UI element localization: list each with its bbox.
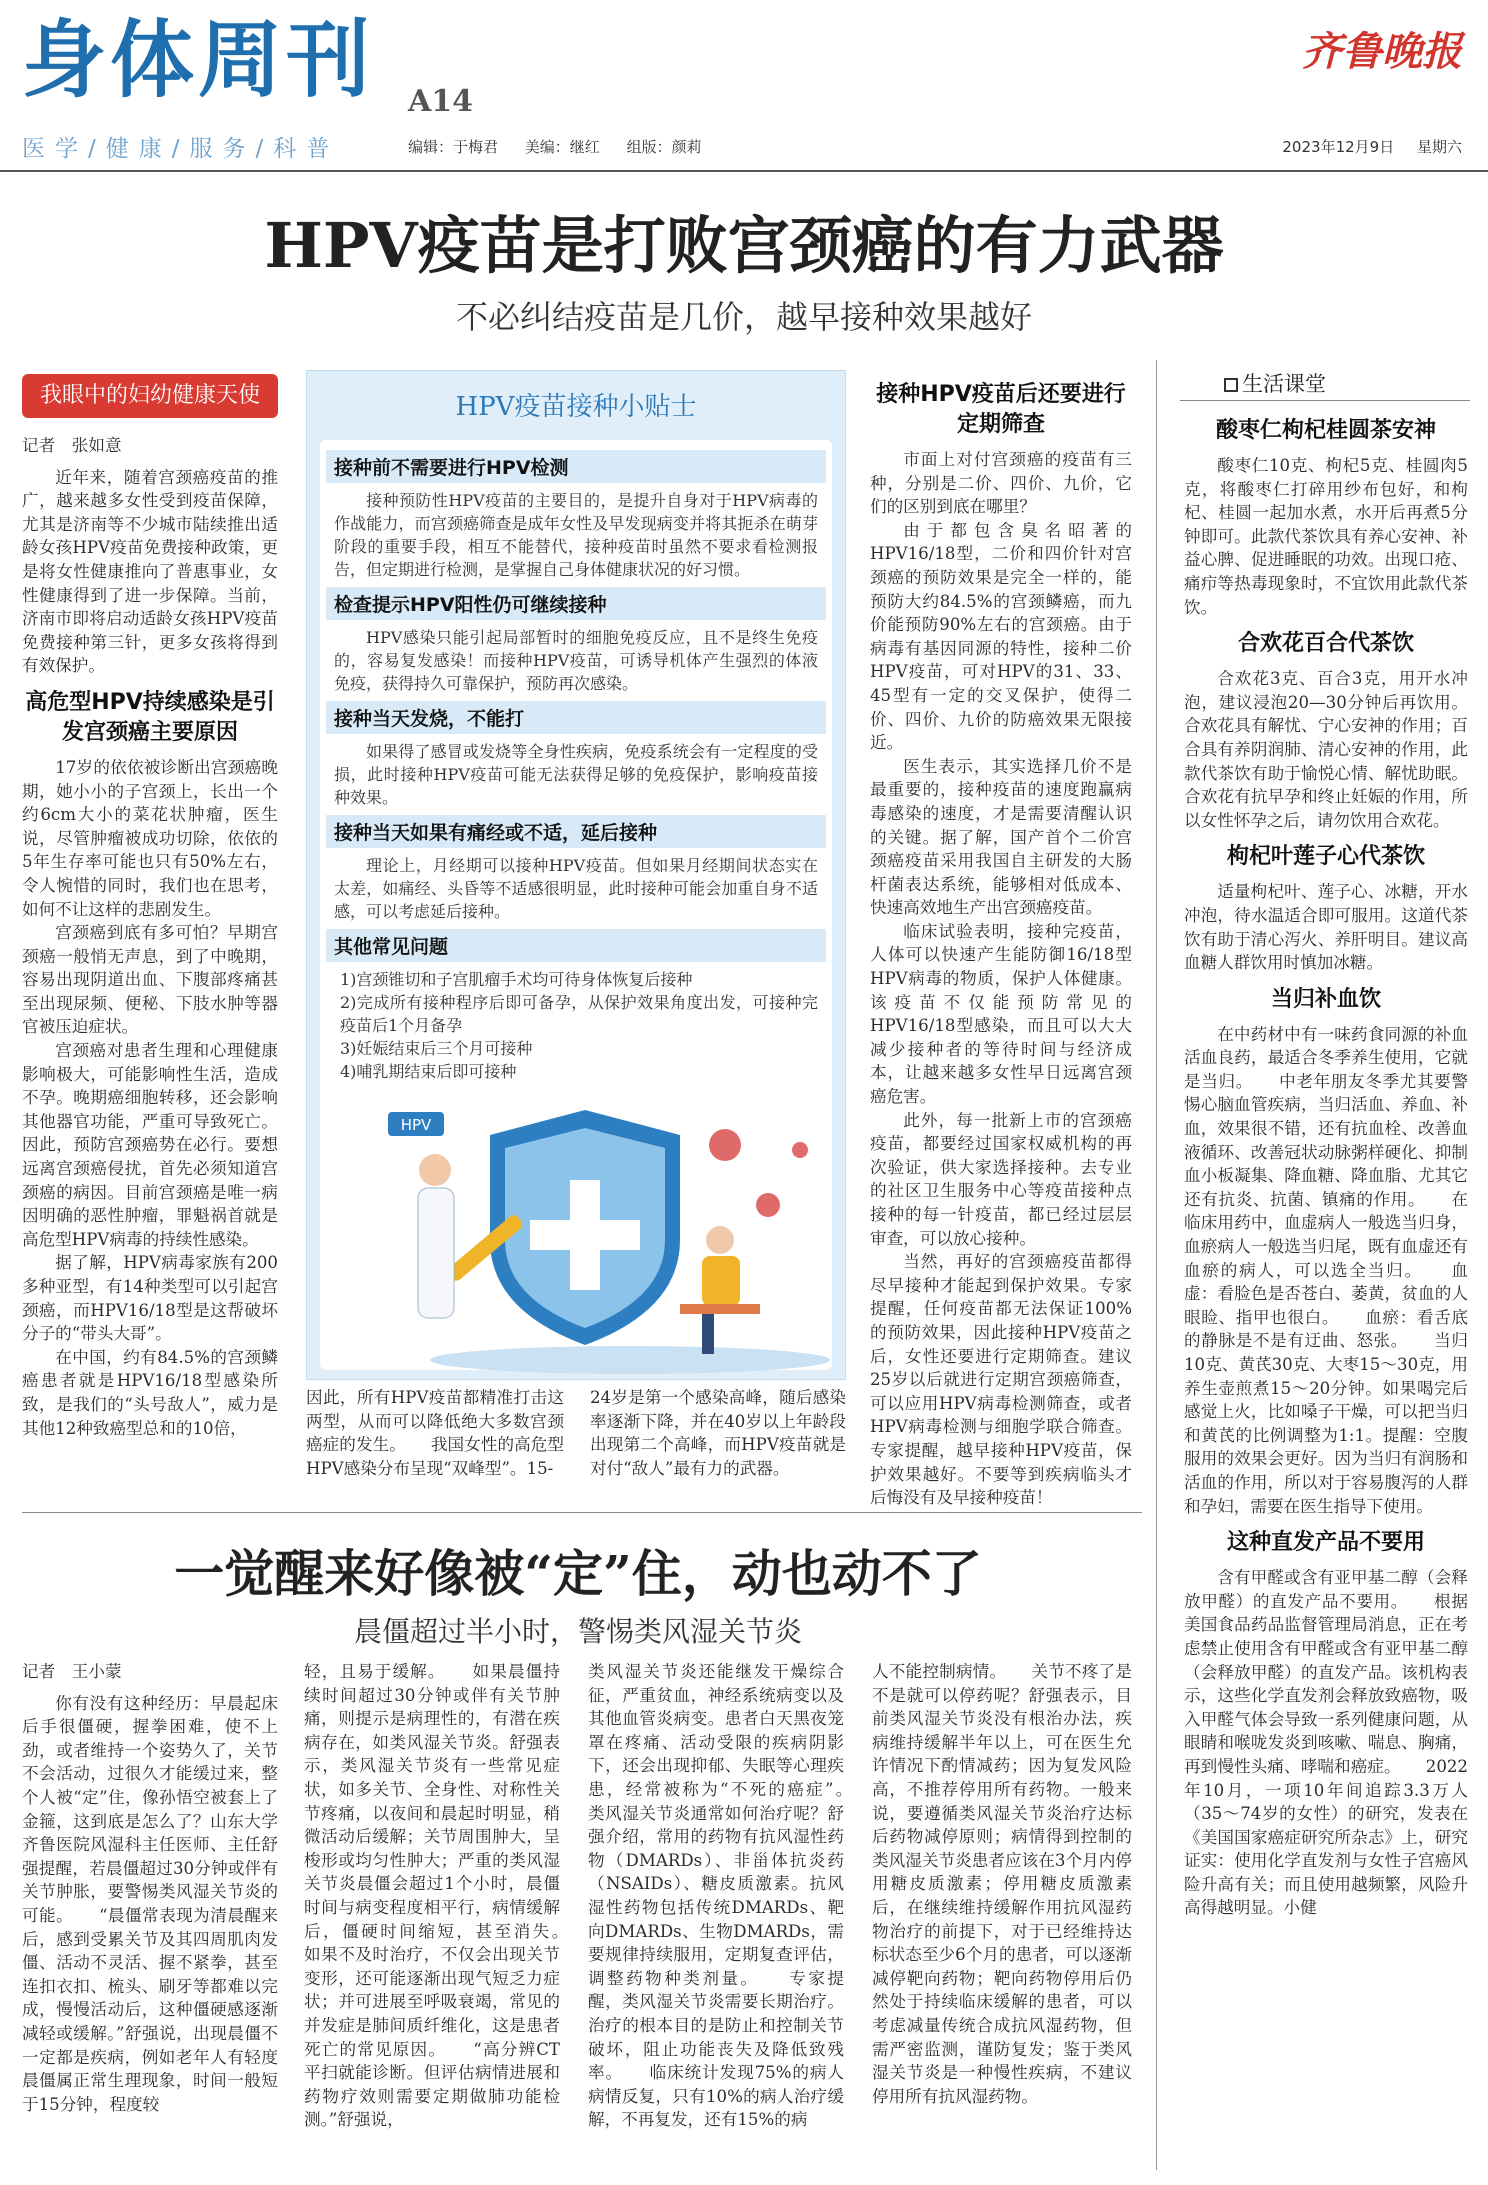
- newspaper-logo: 齐鲁晚报: [1302, 28, 1462, 75]
- editor-credit: 编辑：于梅君: [408, 138, 499, 156]
- intro-paragraph: 近年来，随着宫颈癌疫苗的推广，越来越多女性受到疫苗保障，尤其是济南等不少城市陆续推出适龄女孩HPV疫苗免费接种政策，更是将女性健康推向了普惠事业，女性健康得到了进一步保障。当前，济南市即将启动适龄女孩HPV疫苗免费接种第三针，更多女孩将得到有效保护。: [22, 467, 278, 676]
- patient-legs: [702, 1314, 714, 1354]
- masthead-title: 身体周刊: [22, 11, 375, 109]
- tip-item: [326, 450, 826, 581]
- masthead-subtitle: 医学/健康/服务/科普: [22, 136, 340, 162]
- paragraph: 由于都包含臭名昭著的HPV16/18型，二价和四价针对宫颈癌的预防效果是完全一样的，能预防大约84.5%的宫颈鳞癌，而九价能预防90%左右的宫颈癌。由于病毒有基因同源的特性，接种二价HPV疫苗，可对HPV的31、33、45型有一定的交叉保护，使得二价、四价、九价的防癌效果无限接近。: [870, 520, 1132, 753]
- article1-headline: HPV疫苗是打败宫颈癌的有力武器: [264, 209, 1224, 282]
- paragraph: 类风湿关节炎还能继发干燥综合征，严重贫血，神经系统病变以及其他血管炎病变。患者白天黑夜笼罩在疼痛、活动受限的疾病阴影下，还会出现抑郁、失眠等心理疾患，经常被称为“不死的癌症”。 类风湿关节炎通常如何治疗呢？舒强介绍，常用的药物有抗风湿性药物（DMARDs）、非甾体抗炎药（NSAIDs）、糖皮质激素。抗风湿性药物包括传统DMARDs、靶向DMARDs、生物DMARDs，需要规律持续服用，定期复查评估，调整药物种类剂量。 专家提醒，类风湿关节炎需要长期治疗。治疗的根本目的是防止和控制关节破坏，阻止功能丧失及降低致残率。 临床统计发现75%的病人病情反复，只有10%的病人治疗缓解，不再复发，还有15%的病: [588, 1662, 878, 2130]
- tip-text: 接种预防性HPV疫苗的主要目的，是提升自身对于HPV病毒的作战能力，而宫颈癌筛查是成年女性及早发现病变并将其扼杀在萌芽阶段的重要手段，相互不能替代，接种疫苗时虽然不要求看检测报告，但定期进行检测，是掌握自己身体健康状况的好习惯。: [334, 491, 818, 579]
- virus-icon: [792, 1142, 808, 1158]
- paragraph: 24岁是第一个感染高峰，随后感染率逐渐下降，并在40岁以上年龄段出现第二个高峰，而HPV疫苗就是对付“敌人”最有力的武器。: [590, 1388, 846, 1478]
- article2-column-3: [588, 1660, 878, 2170]
- tip-text: 理论上，月经期可以接种HPV疫苗。但如果月经期间状态实在太差，如痛经、头昏等不适感很明显，此时接种可能会加重自身不适感，可以考虑延后接种。: [334, 856, 818, 921]
- editor-credit: 美编：继红: [524, 138, 600, 156]
- patient-head: [706, 1226, 734, 1254]
- tip-item: [326, 929, 826, 1083]
- sidebar-heading: 酸枣仁枸杞桂圆茶安神: [1215, 418, 1436, 443]
- article2-column-4: [872, 1660, 1132, 2170]
- tip-item: [326, 815, 826, 923]
- tip-item: [326, 587, 826, 695]
- doctor-figure: [418, 1188, 454, 1318]
- article1-column-3: [870, 380, 1132, 1508]
- tip-heading: 接种当天如果有痛经或不适，延后接种: [326, 815, 826, 848]
- sidebar-box-icon: [1224, 378, 1238, 392]
- sidebar-heading: 这种直发产品不要用: [1226, 1530, 1425, 1556]
- paragraph: 据了解，HPV病毒家族有200多种亚型，有14种类型可以引起宫颈癌，而HPV16/18型是这帮破坏分子的“带头大哥”。: [22, 1253, 278, 1344]
- tip-heading: 接种前不需要进行HPV检测: [326, 450, 826, 483]
- article1-column-1: [22, 434, 278, 1494]
- article2-headline: 一觉醒来好像被“定”住，动也动不了: [174, 1544, 982, 1603]
- virus-icon: [709, 1129, 741, 1161]
- tips-title: HPV疫苗接种小贴士: [455, 392, 697, 422]
- paragraph: 你有没有这种经历：早晨起床后手很僵硬，握拳困难，使不上劲，或者维持一个姿势久了，关节不会活动，过很久才能缓过来，整个人被“定”住，像孙悟空被套上了金箍，这到底是怎么了？山东大学齐鲁医院风湿科主任医师、主任舒强提醒，若晨僵超过30分钟或伴有关节肿胀，要警惕类风湿关节炎的可能。 “晨僵常表现为清晨醒来后，感到受累关节及其四周肌肉发僵、活动不灵活、握不紧拳，甚至连扣衣扣、梳头、刷牙等都难以完成，慢慢活动后，这种僵硬感逐渐减轻或缓解。”舒强说，出现晨僵不一定都是疾病，例如老年人有轻度晨僵属正常生理现象，时间一般短于15分钟，程度较: [22, 1693, 278, 2114]
- faq-item: 3)妊娠结束后三个月可接种: [340, 1039, 533, 1058]
- sidebar-paragraph: 在中药材中有一味药食同源的补血活血良药，最适合冬季养生使用，它就是当归。 中老年朋友冬季尤其要警惕心脑血管疾病，当归活血、养血、补血，效果很不错，还有抗血栓、改善血液循环、改善冠状动脉粥样硬化、抑制血小板凝集、降血糖、降血脂、尤其它还有抗炎、抗菌、镇痛的作用。 在临床用药中，血虚病人一般选当归身，血瘀病人一般选当归尾，既有血虚还有血瘀的病人，可以选全当归。 血虚：看脸色是否苍白、萎黄，贫血的人眼睑、指甲也很白。 血瘀：看舌底的静脉是不是有迂曲、怒张。 当归10克、黄芪30克、大枣15～30克，用养生壶煎煮15～20分钟。如果喝完后感觉上火，比如嗓子干燥，可以把当归和黄芪的比例调整为1:1。提醒：空腹服用的效果会更好。因为当归有润肠和活血的作用，所以对于容易腹泻的人群和孕妇，需要在医生指导下使用。: [1184, 1024, 1468, 1516]
- article1-subheadline: 不必纠结疫苗是几价，越早接种效果越好: [455, 298, 1032, 336]
- doctor-head: [419, 1154, 451, 1186]
- paragraph: 轻，且易于缓解。 如果晨僵持续时间超过30分钟或伴有关节肿痛，则提示是病理性的，有潜在疾病存在，如类风湿关节炎。舒强表示，类风湿关节炎有一些常见症状，如多关节、全身性、对称性关节疼痛，以夜间和晨起时明显，稍微活动后缓解；关节周围肿大，呈梭形或均匀性肿大；严重的类风湿关节炎晨僵会超过1个小时，晨僵时间与病变程度相平行，病情缓解后，僵硬时间缩短，甚至消失。 如果不及时治疗，不仅会出现关节变形，还可能逐渐出现气短乏力症状；并可进展至呼吸衰竭，常见的并发症是肺间质纤维化，这是患者死亡的常见原因。 “高分辨CT平扫就能诊断。但评估病情进展和药物疗效则需要定期做肺功能检测。”舒强说，: [304, 1662, 594, 2130]
- tip-heading: 接种当天发烧，不能打: [326, 701, 826, 734]
- page-number: A14: [408, 84, 474, 119]
- column-tag: 我眼中的妇幼健康天使: [22, 374, 278, 418]
- article-separator: [22, 1512, 1142, 1513]
- paragraph: 在中国，约有84.5%的宫颈鳞癌患者就是HPV16/18型感染所致，是我们的“头号敌人”，威力是其他12种致癌型总和的10倍，: [22, 1347, 278, 1438]
- paragraph: 当然，再好的宫颈癌疫苗都得尽早接种才能起到保护效果。专家提醒，任何疫苗都无法保证100%的预防效果，因此接种HPV疫苗之后，女性还要进行定期筛查。建议25岁以后就进行定期宫颈癌筛查，可以应用HPV病毒检测筛查，或者HPV病毒检测与细胞学联合筛查。专家提醒，越早接种HPV疫苗，保护效果越好。不要等到疾病临头才后悔没有及早接种疫苗！: [870, 1252, 1132, 1508]
- tip-heading: 其他常见问题: [326, 929, 826, 962]
- byline: 记者 张如意: [22, 436, 122, 455]
- sidebar-title: [1224, 368, 1326, 398]
- date-text: 2023年12月9日: [1282, 138, 1395, 156]
- tip-heading: 检查提示HPV阳性仍可继续接种: [326, 587, 826, 620]
- vaccine-illustration: [380, 1090, 850, 1380]
- chair-icon: [680, 1304, 760, 1314]
- sidebar-paragraph: 合欢花3克、百合3克，用开水冲泡，建议浸泡20—30分钟后再饮用。合欢花具有解忧、宁心安神的作用；百合具有养阴润肺、清心安神的作用，此款代茶饮有助于愉悦心情、解忧助眠。合欢花有抗早孕和终止妊娠的作用，所以女性怀孕之后，请勿饮用合欢花。: [1184, 669, 1468, 830]
- sidebar-title-text: 生活课堂: [1242, 372, 1326, 396]
- sidebar-paragraph: 含有甲醛或含有亚甲基二醇（会释放甲醛）的直发产品不要用。 根据美国食品药品监督管理局消息，正在考虑禁止使用含有甲醛或含有亚甲基二醇（会释放甲醛）的直发产品。该机构表示，这些化学直发剂会释放致癌物，吸入甲醛气体会导致一系列健康问题，从眼睛和喉咙发炎到咳嗽、喘息、胸痛，再到慢性头痛、哮喘和癌症。 2022年10月，一项10年间追踪3.3万人（35～74岁的女性）的研究，发表在《美国国家癌症研究所杂志》上，研究证实：使用化学直发剂与女性子宫癌风险升高有关；而且使用越频繁，风险升高得越明显。小健: [1184, 1568, 1468, 1918]
- editors-line: [408, 136, 724, 157]
- paragraph: 此外，每一批新上市的宫颈癌疫苗，都要经过国家权威机构的再次验证，供大家选择接种。去专业的社区卫生服务中心等疫苗接种点接种的每一针疫苗，都已经过层层审查，可以放心接种。: [870, 1110, 1132, 1248]
- cross-icon-horizontal: [530, 1220, 640, 1250]
- hpv-label: HPV: [400, 1116, 432, 1134]
- patient-figure: [702, 1256, 740, 1306]
- faq-item: 2)完成所有接种程序后即可备孕，从保护效果角度出发，可接种完疫苗后1个月备孕: [340, 993, 818, 1035]
- article2-column-1: [22, 1660, 278, 2170]
- paragraph: 临床试验表明，接种完疫苗，人体可以快速产生能防御16/18型HPV病毒的物质，保护人体健康。该疫苗不仅能预防常见的HPV16/18型感染，而且可以大大减少接种者的等待时间与经济成本，让越来越多女性早日远离宫颈癌危害。: [870, 921, 1132, 1107]
- paragraph: 人不能控制病情。 关节不疼了是不是就可以停药呢？舒强表示，目前类风湿关节炎没有根治办法，疾病维持缓解半年以上，可在医生允许情况下酌情减药；因为复发风险高，不推荐停用所有药物。一般来说，要遵循类风湿关节炎治疗达标后药物减停原则；病情得到控制的类风湿关节炎患者应该在3个月内停用糖皮质激素；停用糖皮质激素后，在继续维持缓解作用抗风湿药物治疗的前提下，对于已经维持达标状态至少6个月的患者，可以逐渐减停靶向药物；靶向药物停用后仍然处于持续临床缓解的患者，可以考虑减量传统合成抗风湿药物，但需严密监测，谨防复发；鉴于类风湿关节炎是一种慢性疾病，不建议停用所有抗风湿药物。: [872, 1662, 1132, 2106]
- tip-item: [326, 701, 826, 809]
- paragraph: 医生表示，其实选择几价不是最重要的，接种疫苗的速度跑赢病毒感染的速度，才是需要清醒认识的关键。据了解，国产首个二价宫颈癌疫苗采用我国自主研发的大肠杆菌表达系统，能够相对低成本、快速高效地生产出宫颈癌疫苗。: [870, 756, 1132, 918]
- section-heading: 高危型HPV持续感染是引发宫颈癌主要原因: [25, 689, 275, 745]
- masthead-rule: [0, 170, 1488, 172]
- byline: 记者 王小蒙: [22, 1662, 122, 1681]
- paragraph: 宫颈癌对患者生理和心理健康影响极大，可能影响性生活，造成不孕。晚期癌细胞转移，还会影响其他器官功能，严重可导致死亡。因此，预防宫颈癌势在必行。要想远离宫颈癌侵扰，首先必须知道宫颈癌的病因。目前宫颈癌是唯一病因明确的恶性肿瘤，罪魁祸首就是高危型HPV病毒的持续性感染。: [22, 1041, 278, 1249]
- ground-shadow: [430, 1346, 830, 1374]
- tip-text: HPV感染只能引起局部暂时的细胞免疫反应，且不是终生免疫的，容易复发感染！而接种HPV疫苗，可诱导机体产生强烈的体液免疫，获得持久可靠保护，预防再次感染。: [334, 628, 818, 693]
- article2-column-2: [304, 1660, 594, 2170]
- tip-text: 如果得了感冒或发烧等全身性疾病，免疫系统会有一定程度的受损，此时接种HPV疫苗可能无法获得足够的免疫保护，影响疫苗接种效果。: [334, 742, 818, 807]
- article1-continued-left: [306, 1386, 564, 1496]
- paragraph: 宫颈癌到底有多可怕？早期宫颈癌一般悄无声息，到了中晚期，容易出现阴道出血、下腹部疼痛甚至出现尿频、便秘、下肢水肿等器官被压迫症状。: [22, 923, 278, 1037]
- sidebar-heading: 合欢花百合代茶饮: [1237, 631, 1414, 657]
- sidebar-heading: 当归补血饮: [1270, 986, 1381, 1012]
- paragraph: 市面上对付宫颈癌的疫苗有三种，分别是二价、四价、九价，它们的区别到底在哪里？: [870, 450, 1132, 517]
- sidebar-paragraph: 适量枸杞叶、莲子心、冰糖，开水冲泡，待水温适合即可服用。这道代茶饮有助于清心泻火、养肝明目。建议高血糖人群饮用时慎加冰糖。: [1184, 882, 1468, 973]
- sidebar-heading: 枸杞叶莲子心代茶饮: [1226, 844, 1425, 870]
- paragraph: 因此，所有HPV疫苗都精准打击这两型，从而可以降低绝大多数宫颈癌症的发生。 我国女性的高危型HPV感染分布呈现“双峰型”。15-: [306, 1388, 564, 1478]
- article2-subheadline: 晨僵超过半小时，警惕类风湿关节炎: [353, 1615, 802, 1648]
- sidebar-rule: [1180, 400, 1470, 401]
- article1-continued-right: [590, 1386, 846, 1496]
- sidebar-paragraph: 酸枣仁10克、枸杞5克、桂圆肉5克，将酸枣仁打碎用纱布包好，和枸杞、桂圆一起加水煮，水开后再煮5分钟即可。此款代茶饮具有养心安神、补益心脾、促进睡眠的功效。出现口疮、痛疖等热毒现象时，不宜饮用此款代茶饮。: [1184, 456, 1468, 617]
- issue-date: [1264, 136, 1462, 157]
- column-divider: [1156, 360, 1157, 2170]
- sidebar-column: [1184, 416, 1468, 2171]
- section-heading: 接种HPV疫苗后还要进行定期筛查: [876, 382, 1126, 437]
- editor-credit: 组版：颜莉: [626, 138, 702, 156]
- faq-item: 4)哺乳期结束后即可接种: [340, 1062, 517, 1081]
- virus-icon: [756, 1193, 780, 1217]
- paragraph: 17岁的依依被诊断出宫颈癌晚期，她小小的子宫颈上，长出一个约6cm大小的菜花状肿瘤，医生说，尽管肿瘤被成功切除，依依的5年生存率可能也只有50%左右，令人惋惜的同时，我们也在思考，如何不让这样的悲剧发生。: [22, 757, 278, 919]
- weekday-text: 星期六: [1416, 138, 1462, 156]
- faq-item: 1)宫颈锥切和子宫肌瘤手术均可待身体恢复后接种: [340, 970, 693, 989]
